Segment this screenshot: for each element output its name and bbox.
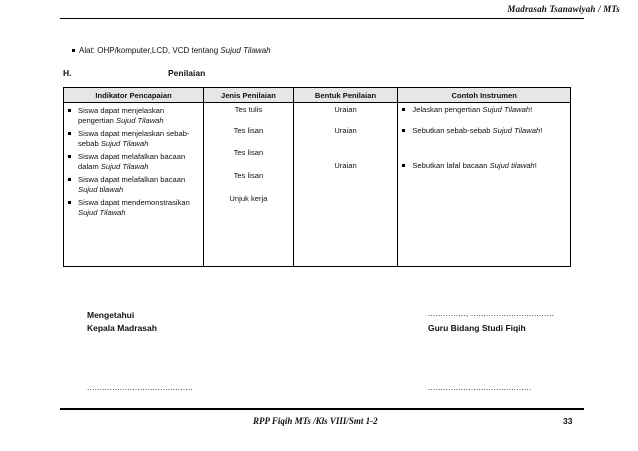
sig-right-line2: Guru Bidang Studi Fiqih (428, 323, 526, 333)
indikator-cell (64, 103, 204, 267)
jenis-item: Unjuk kerja (229, 194, 268, 203)
jenis-item: Tes lisan (233, 126, 264, 135)
sig-left-line2: Kepala Madrasah (87, 323, 157, 333)
table-row (64, 103, 571, 267)
page-number: 33 (563, 416, 573, 426)
sig-right-date-dots: ..............., ................................. (428, 309, 555, 318)
page-header-title: Madrasah Tsanawiyah / MTs (507, 4, 620, 14)
column-header: Contoh Instrumen (398, 88, 571, 103)
jenis-item: Tes tulis (234, 105, 263, 114)
section-title: Penilaian (168, 68, 206, 78)
jenis-item: Tes lisan (233, 148, 264, 157)
list-item: Siswa dapat melafalkan bacaan dalam Sujud Tilawah (68, 152, 199, 172)
bentuk-item: Uraian (334, 161, 357, 170)
column-header: Bentuk Penilaian (293, 88, 398, 103)
list-item: Siswa dapat menjelaskan pengertian Sujud Tilawah (68, 106, 199, 126)
sig-left-line1: Mengetahui (87, 310, 135, 320)
bentuk-cell (293, 103, 398, 267)
assessment-table (63, 87, 571, 267)
list-item: Siswa dapat mendemonstrasikan Sujud Tilawah (68, 198, 199, 218)
footer-rule (60, 408, 584, 410)
contoh-cell (398, 103, 571, 267)
bullet-icon (72, 49, 75, 52)
list-item: Sebutkan sebab-sebab Sujud Tilawah! (402, 126, 566, 136)
footer-title: RPP Fiqih MTs /Kls VIII/Smt 1-2 (253, 416, 378, 426)
section-letter: H. (63, 68, 72, 78)
list-item: Siswa dapat menjelaskan sebab-sebab Sujud Tilawah (68, 129, 199, 149)
column-header: Indikator Pencapaian (64, 88, 204, 103)
header-rule (60, 18, 584, 19)
sig-right-name-dots: ......................................... (428, 383, 532, 392)
alat-text-italic: Sujud Tilawah (220, 46, 271, 55)
alat-text: Alat: OHP/komputer,LCD, VCD tentang (79, 46, 221, 55)
jenis-item: Tes lisan (233, 171, 264, 180)
table-header-row (64, 88, 571, 103)
list-item: Jelaskan pengertian Sujud Tilawah! (402, 105, 566, 115)
alat-item (72, 46, 271, 55)
list-item: Sebutkan lafal bacaan Sujud tilawah! (402, 161, 566, 171)
bentuk-item: Uraian (334, 105, 357, 114)
list-item: Siswa dapat melafalkan bacaan Sujud tilawah (68, 175, 199, 195)
jenis-cell (204, 103, 294, 267)
bentuk-item: Uraian (334, 126, 357, 135)
sig-left-name-dots: .......................................... (87, 383, 193, 392)
column-header: Jenis Penilaian (204, 88, 294, 103)
